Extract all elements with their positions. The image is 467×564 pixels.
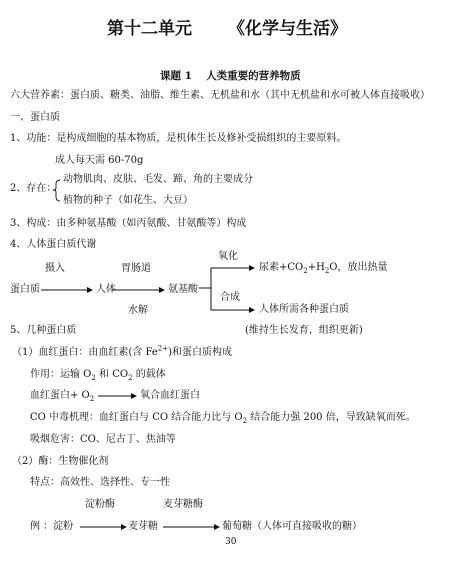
- label-maltase: 麦芽糖酶: [163, 499, 203, 510]
- lesson-title: 课题 1 人类重要的营养物质: [160, 70, 301, 82]
- unit-title: 第十二单元: [107, 19, 192, 39]
- synthesis-note: (维持生长发育，组织更新): [245, 325, 363, 336]
- protein-existence-plant: 植物的种子（如花生、大豆）: [63, 195, 193, 206]
- enzyme-features: 特点：高效性、选择性、专一性: [30, 477, 170, 488]
- metabolism-heading: 4、人体蛋白质代谢: [10, 239, 97, 250]
- node-body: 人体: [96, 284, 116, 295]
- hemoglobin-reaction-right: 氧合血红蛋白: [140, 390, 200, 401]
- existence-brace: [53, 180, 60, 201]
- synthesis-product: 人体所需各种蛋白质: [259, 304, 349, 315]
- protein-existence-label: 2、存在：: [10, 183, 57, 194]
- label-oxidation: 氧化: [218, 251, 238, 262]
- node-protein: 蛋白质: [10, 284, 40, 295]
- hemoglobin-definition: （1）血红蛋白：由血红素(含 $Fe^{2+}$)和蛋白质构成: [12, 344, 232, 358]
- arrow-oxidation: [199, 268, 254, 288]
- co-poisoning: CO 中毒机理：血红蛋白与 CO 结合能力比与 $O_2$ 结合能力强 200 倍，导致缺氧而死。: [30, 412, 416, 425]
- arrow-synthesis: [211, 288, 254, 310]
- section5-heading: 5、几种蛋白质: [10, 325, 77, 336]
- label-hydrolysis: 水解: [128, 305, 148, 316]
- node-glucose: 葡萄糖（人体可直接吸收的糖）: [222, 521, 362, 532]
- node-amino-acid: 氨基酸: [168, 284, 198, 295]
- label-stomach: 胃肠道: [121, 263, 151, 274]
- book-title: 《化学与生活》: [228, 19, 347, 39]
- node-maltose: 麦芽糖: [128, 521, 158, 532]
- label-intake: 摄入: [45, 263, 65, 274]
- page-number: 30: [225, 537, 237, 547]
- protein-existence-animal: 动物肌肉、皮肤、毛发、蹄、角的主要成分: [63, 174, 253, 185]
- label-amylase: 淀粉酶: [85, 499, 115, 510]
- hemoglobin-role: 作用：运输 $O_2$ 和 $CO_2$ 的载体: [30, 369, 166, 382]
- section-heading-protein: 一、蛋白质: [10, 112, 60, 123]
- intro-text: 六大营养素：蛋白质、糖类、油脂、维生素、无机盐和水（其中无机盐和水可被人体直接吸收）: [10, 90, 430, 101]
- label-synthesis: 合成: [220, 292, 240, 303]
- protein-daily: 成人每天需 60-70g: [55, 155, 144, 166]
- smoking-hazard: 吸烟危害：CO、尼古丁、焦油等: [30, 434, 176, 445]
- hemoglobin-reaction-left: 血红蛋白+ $O_2$: [30, 390, 95, 403]
- protein-composition: 3、构成：由多种氨基酸（如丙氨酸、甘氨酸等）构成: [10, 218, 247, 229]
- example-starch: 例 ：淀粉: [30, 521, 74, 532]
- enzyme-heading: （2）酶：生物催化剂: [12, 456, 109, 467]
- oxidation-product: 尿素$+CO_2+H_2O$，放出热量: [259, 262, 388, 275]
- protein-function: 1、功能：是构成细胞的基本物质，是机体生长及修补受损组织的主要原料。: [10, 133, 347, 144]
